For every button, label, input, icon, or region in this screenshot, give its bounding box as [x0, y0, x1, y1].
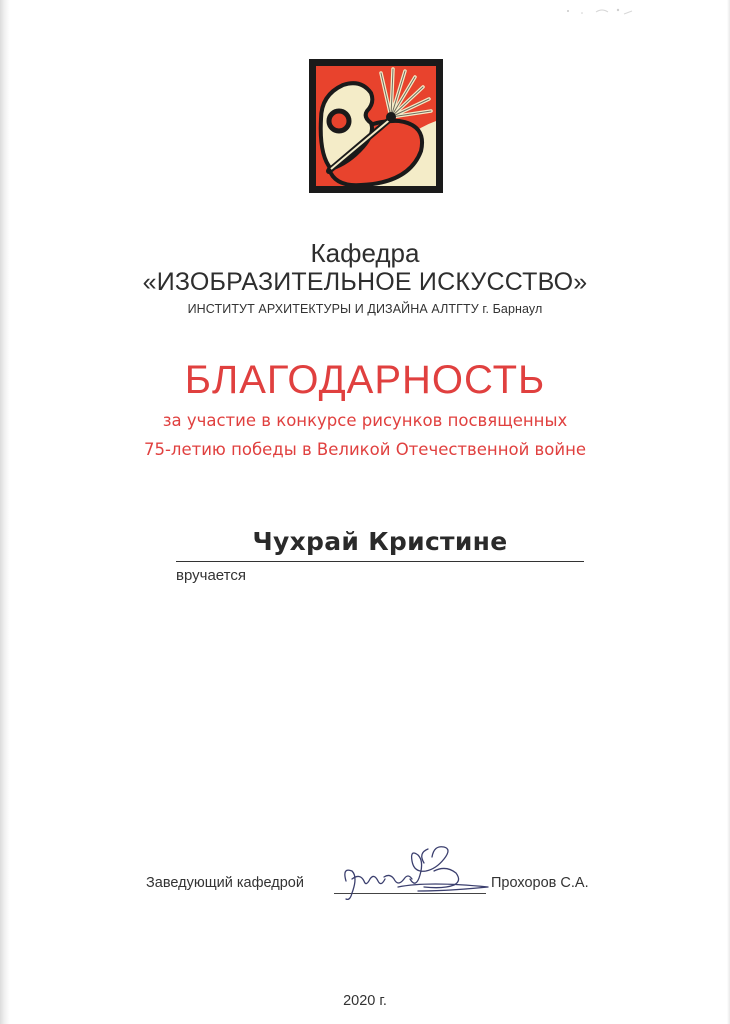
head-of-department-label: Заведующий кафедрой	[146, 875, 304, 891]
department-label: Кафедра	[310, 238, 420, 268]
reason-line-1: за участие в конкурсе рисунков посвященных	[162, 411, 568, 430]
reason-line-2: 75-летию победы в Великой Отечественной войне	[143, 440, 587, 459]
scan-edge-left	[0, 0, 10, 1024]
palette-brush-logo-icon	[309, 59, 443, 193]
head-of-department-name: Прохоров С.А.	[491, 875, 589, 891]
institute-name: ИНСТИТУТ АРХИТЕКТУРЫ И ДИЗАЙНА АЛТГТУ г. Барнаул	[187, 302, 543, 316]
handwritten-signature-icon	[328, 843, 493, 908]
scan-specks	[560, 4, 640, 20]
issue-year: 2020 г.	[343, 993, 387, 1009]
department-name: «ИЗОБРАЗИТЕЛЬНОЕ ИСКУССТВО»	[142, 268, 588, 296]
awarded-label: вручается	[176, 567, 246, 584]
certificate-title: БЛАГОДАРНОСТЬ	[184, 358, 546, 402]
recipient-name: Чухрай Кристине	[252, 527, 508, 556]
recipient-underline	[176, 561, 584, 562]
